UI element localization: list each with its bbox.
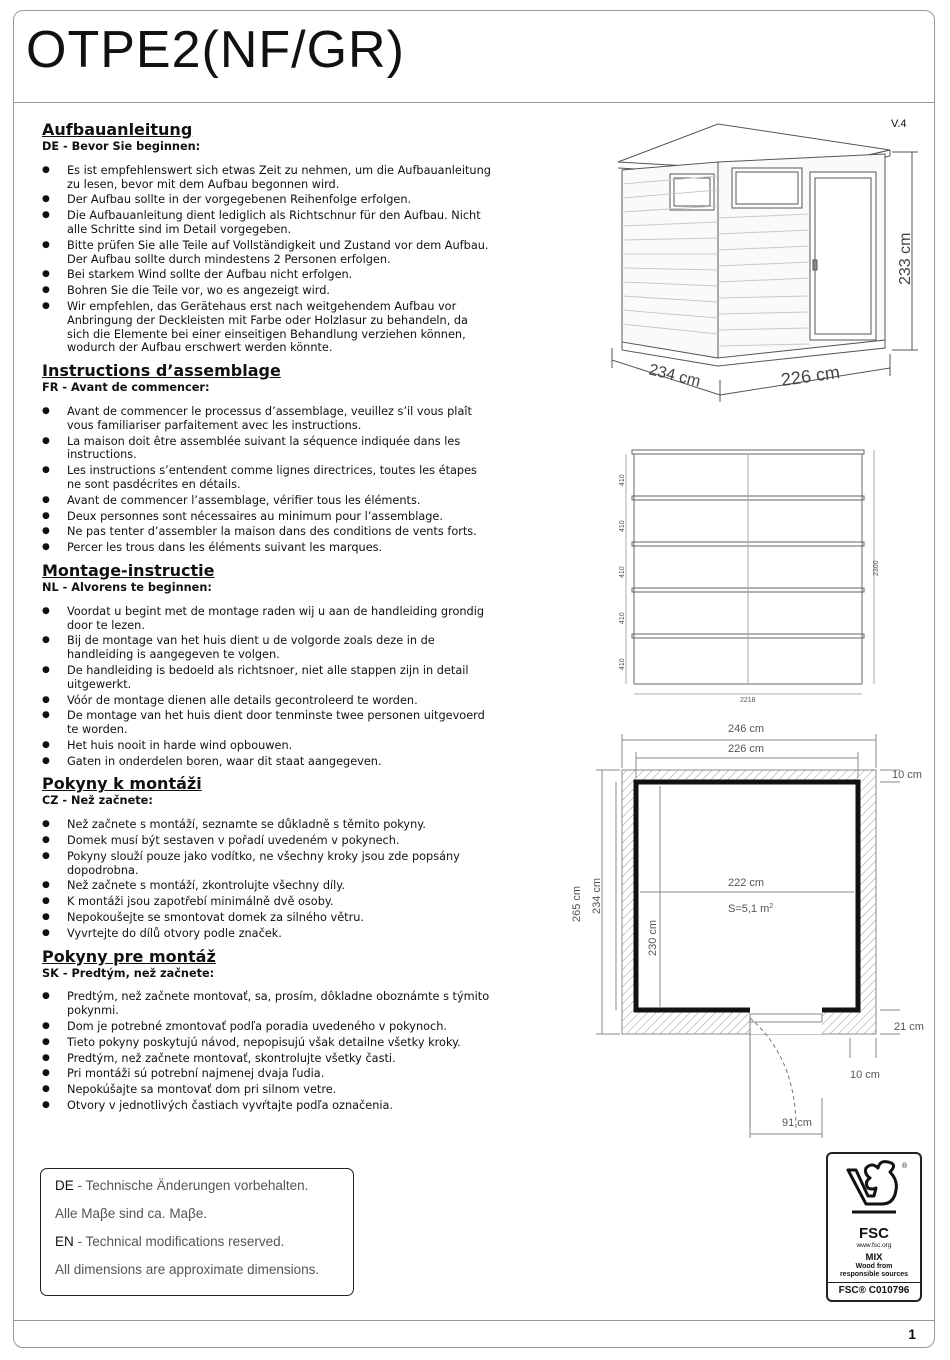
panel-row-label: 410 <box>619 658 626 670</box>
section-subheading: DE - Bevor Sie beginnen: <box>42 140 201 153</box>
disclaimer-en-text: - Technical modifications reserved. <box>73 1234 285 1249</box>
section-subheading: SK - Predtým, než začnete: <box>42 966 215 980</box>
lang-code-en: EN <box>55 1234 74 1249</box>
page-title: OTPE2(NF/GR) <box>26 21 405 79</box>
list-item: ● Než začnete s montáží, seznamte se důkladně s těmito pokyny. <box>42 818 492 832</box>
disclaimer-de <box>55 1177 339 1195</box>
outer-width-label: 246 cm <box>728 723 765 735</box>
panel-height-label: 2300 <box>873 560 880 576</box>
list-item: ● Voordat u begint met de montage raden wij u aan de handleiding grondig door te lezen. <box>42 605 492 633</box>
list-item: ● Percer les trous dans les éléments suivant les marques. <box>42 541 492 555</box>
outer-depth-label: 265 cm <box>571 885 583 922</box>
list-item: ● Deux personnes sont nécessaires au minimum pour l’assemblage. <box>42 510 492 524</box>
list-item: ● Gaten in onderdelen boren, waar dit staat aangegeven. <box>42 755 492 769</box>
disclaimer-en <box>55 1233 339 1251</box>
panel-width-label: 2218 <box>740 697 756 704</box>
shed-height-label: 233 cm <box>897 232 914 285</box>
bottom-gap-label: 10 cm <box>850 1069 880 1081</box>
list-item: ● Pokyny slouží pouze jako vodítko, ne všechny kroky jsou zde popsány dopodrobna. <box>42 850 492 878</box>
title-divider <box>13 102 935 103</box>
list-item: ● Bohren Sie die Teile vor, wo es angezeigt wird. <box>42 284 492 298</box>
section-heading: Montage-instructie <box>42 560 215 580</box>
list-item: ● K montáži jsou zapotřebí minimálně dvě osoby. <box>42 895 492 909</box>
disclaimer-de-text: - Technische Änderungen vorbehalten. <box>73 1178 309 1193</box>
panel-row-label: 410 <box>619 566 626 578</box>
fsc-tree-icon <box>838 1160 910 1218</box>
shed-perspective-drawing <box>600 110 930 410</box>
disclaimer-box <box>40 1168 354 1296</box>
lang-code-de: DE <box>55 1178 74 1193</box>
shed-depth-label: 234 cm <box>647 361 703 391</box>
wall-top-label: 10 cm <box>892 769 922 781</box>
section-nl <box>42 561 492 769</box>
area-value: S=5,1 m <box>728 903 770 915</box>
section-sk <box>42 947 492 1113</box>
wall-panel-drawing <box>612 444 890 710</box>
shed-width-label: 226 cm <box>779 361 842 390</box>
list-item: ● Ne pas tenter d’assembler la maison dans des conditions de vents forts. <box>42 525 492 539</box>
footer-divider <box>13 1320 935 1321</box>
list-item: ● Vyvrtejte do dílů otvory podle značek. <box>42 927 492 941</box>
fsc-wood-line1: Wood from <box>855 1263 893 1270</box>
fsc-mix: MIX <box>865 1252 883 1263</box>
fsc-wood-line2: responsible sources <box>839 1271 909 1278</box>
list-item: ● Es ist empfehlenswert sich etwas Zeit zu nehmen, um die Aufbauanleitung zu lesen, bevor mit dem Aufbau begonnen wird. <box>42 164 492 192</box>
panel-row-label: 410 <box>619 612 626 624</box>
list-item: ● Tieto pokyny poskytujú návod, nepopisujú však detailne všetky kroky. <box>42 1036 492 1050</box>
list-item: ● La maison doit être assemblée suivant la séquence indiquée dans les instructions. <box>42 435 492 463</box>
section-heading: Aufbauanleitung <box>42 120 193 139</box>
list-item: ● Die Aufbauanleitung dient lediglich als Richtschnur für den Aufbau. Nicht alle Schritte sind im Detail vorgegeben. <box>42 209 492 237</box>
list-item: ● Otvory v jednotlivých častiach vyvŕtajte podľa označenia. <box>42 1099 492 1113</box>
section-subheading: NL - Alvorens te beginnen: <box>42 580 212 594</box>
list-item: ● Vóór de montage dienen alle details gecontroleerd te worden. <box>42 694 492 708</box>
list-item: ● Než začnete s montáží, zkontrolujte všechny díly. <box>42 879 492 893</box>
fsc-code: FSC® C010796 <box>828 1282 920 1296</box>
list-item: ● Bitte prüfen Sie alle Teile auf Vollständigkeit und Zustand vor dem Aufbau. Der Aufbau sollte durch mindestens 2 Personen erfolgen. <box>42 239 492 267</box>
fsc-certification-label <box>826 1152 922 1302</box>
section-heading: Pokyny k montáži <box>42 774 202 794</box>
panel-row-label: 410 <box>619 520 626 532</box>
fsc-url: www.fsc.org <box>856 1242 892 1249</box>
section-subheading: FR - Avant de commencer: <box>42 381 210 395</box>
panel-row-label: 410 <box>619 474 626 486</box>
instructions-column <box>42 120 492 1119</box>
floor-plan-drawing <box>560 718 940 1138</box>
door <box>810 172 876 340</box>
list-item: ● Dom je potrebné zmontovať podľa poradia uvedeného v pokynoch. <box>42 1020 492 1034</box>
section-de <box>42 120 492 355</box>
list-item: ● Nepokúšajte sa montovať dom pri silnom vetre. <box>42 1083 492 1097</box>
area-exponent: 2 <box>769 903 774 910</box>
dimensions-note-en: All dimensions are approximate dimensions. <box>55 1262 320 1277</box>
section-heading: Instructions d’assemblage <box>42 361 281 381</box>
door-width-label: 91 cm <box>782 1117 812 1129</box>
front-window <box>732 168 802 208</box>
room-depth-label: 230 cm <box>647 919 659 956</box>
section-subheading: CZ - Než začnete: <box>42 794 153 808</box>
list-item: ● Het huis nooit in harde wind opbouwen. <box>42 739 492 753</box>
list-item: ● Domek musí být sestaven v pořadí uvedeném v pokynech. <box>42 834 492 848</box>
list-item: ● Der Aufbau sollte in der vorgegebenen Reihenfolge erfolgen. <box>42 193 492 207</box>
side-gap-label: 21 cm <box>894 1021 924 1033</box>
list-item: ● De handleiding is bedoeld als richtsnoer, niet alle stappen zijn in detail uitgewerkt. <box>42 664 492 692</box>
dimensions-note-de: Alle Maβe sind ca. Maβe. <box>55 1206 208 1221</box>
inner-width-label: 226 cm <box>728 743 765 755</box>
section-heading: Pokyny pre montáž <box>42 946 216 966</box>
list-item: ● Avant de commencer l’assemblage, vérifier tous les éléments. <box>42 494 492 508</box>
page-number: 1 <box>908 1326 916 1342</box>
fsc-name: FSC <box>859 1225 889 1242</box>
list-item: ● Nepokoušejte se smontovat domek za silného větru. <box>42 911 492 925</box>
inner-depth-label: 234 cm <box>591 877 603 914</box>
list-item: ● Bij de montage van het huis dient u de volgorde zoals deze in de handleiding is aangegeven te volgen. <box>42 634 492 662</box>
list-item: ● Predtým, než začnete montovať, skontrolujte všetky časti. <box>42 1052 492 1066</box>
room-width-label: 222 cm <box>728 877 765 889</box>
list-item: ● Avant de commencer le processus d’assemblage, veuillez s’il vous plaît vous familiariser parfaitement avec les instructions. <box>42 405 492 433</box>
list-item: ● Predtým, než začnete montovať, sa, prosím, dôkladne oboznámte s týmito pokynmi. <box>42 990 492 1018</box>
list-item: ● Bei starkem Wind sollte der Aufbau nicht erfolgen. <box>42 268 492 282</box>
fsc-registered-mark: ® <box>902 1163 908 1170</box>
section-cz <box>42 774 492 940</box>
list-item: ● Wir empfehlen, das Gerätehaus erst nach weitgehendem Aufbau vor Anbringung der Deckleisten mit Farbe oder Holzlasur zu behandeln, da sich die Elemente bei einer einseitigen Behandlung verziehen können, wodurch der Aufbau erschwert werden könnte. <box>42 300 492 355</box>
list-item: ● Pri montáži sú potrební najmenej dvaja ľudia. <box>42 1067 492 1081</box>
version-label: V.4 <box>891 118 907 130</box>
section-fr <box>42 361 492 555</box>
area-label <box>728 903 773 915</box>
list-item: ● Les instructions s’entendent comme lignes directrices, toutes les étapes ne sont pasdécrites en détails. <box>42 464 492 492</box>
list-item: ● De montage van het huis dient door tenminste twee personen uitgevoerd te worden. <box>42 709 492 737</box>
